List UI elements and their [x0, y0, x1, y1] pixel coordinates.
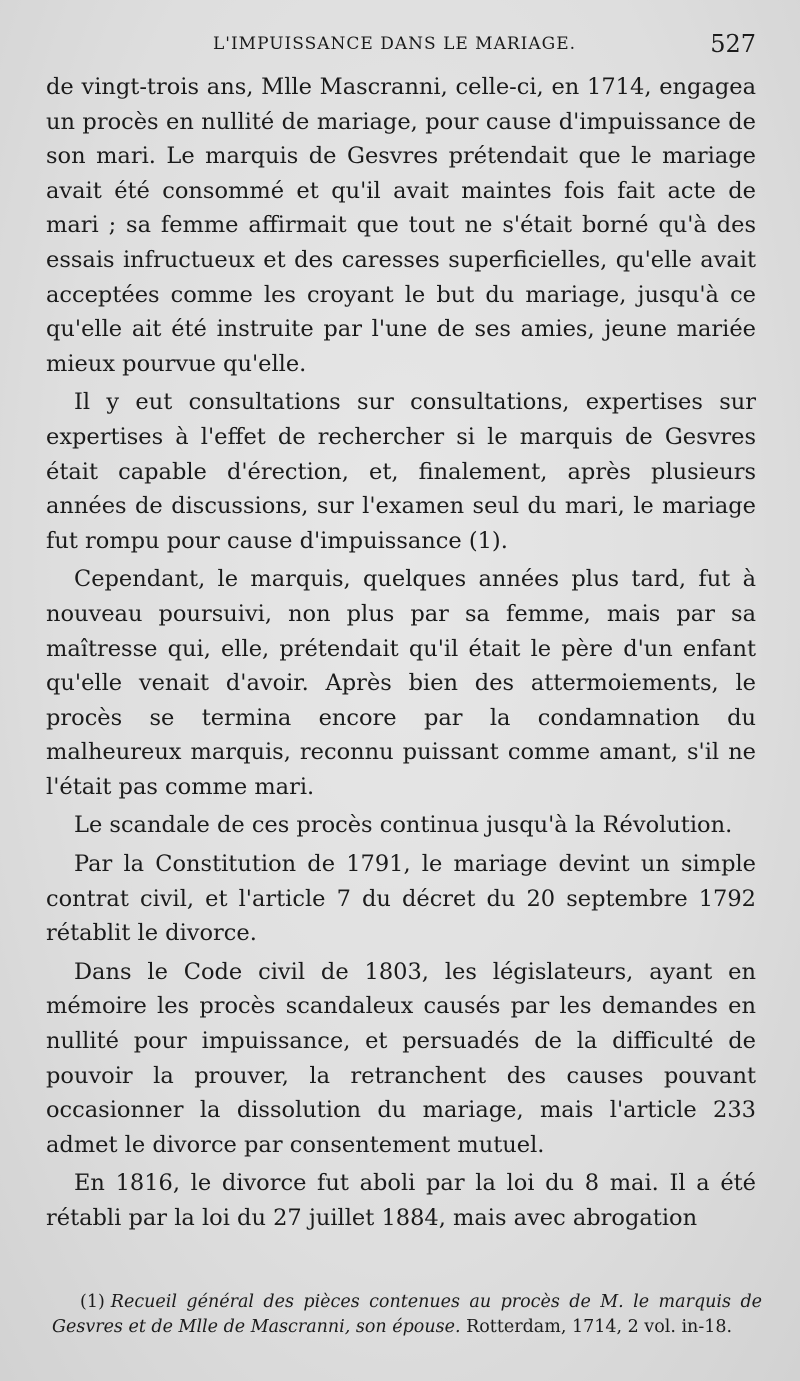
paragraph-4: Le scandale de ces procès continua jusqu'à la Révolution.	[74, 812, 733, 839]
running-title: L'IMPUISSANCE DANS LE MARIAGE.	[213, 34, 577, 54]
paragraph-5: Par la Constitution de 1791, le mariage devint un simple contrat civil, et l'article 7 du décret du 20 septembre 1792 rétablit le divorce.	[46, 851, 756, 947]
paragraph-7: En 1816, le divorce fut aboli par la loi du 8 mai. Il a été rétabli par la loi du 27 juillet 1884, mais avec abrogation	[46, 1170, 756, 1231]
paragraph-2: Il y eut consultations sur consultations, expertises sur expertises à l'effet de rechercher si le marquis de Gesvres était capable d'érection, et, finalement, après plusieurs années de discussions, sur l'examen seul du mari, le mariage fut rompu pour cause d'impuissance (1).	[46, 389, 756, 554]
paragraph-6: Dans le Code civil de 1803, les législateurs, ayant en mémoire les procès scandaleux causés par les demandes en nullité pour impuissance, et persuadés de la difficulté de pouvoir la prouver, la retranchent des causes pouvant occasionner la dissolution du mariage, mais l'article 233 admet le divorce par consentement mutuel.	[46, 958, 756, 1158]
page-header	[48, 30, 756, 64]
footnote-publication: Rotterdam, 1714, 2 vol. in-18.	[466, 1317, 733, 1337]
footnote-title: Recueil général des pièces contenues au procès de M. le marquis de Gesvres et de Mlle de Mascranni, son épouse.	[52, 1292, 762, 1337]
paragraph-3: Cependant, le marquis, quelques années plus tard, fut à nouveau poursuivi, non plus par sa femme, mais par sa maîtresse qui, elle, prétendait qu'il était le père d'un enfant qu'elle venait d'avoir. Après bien des attermoiements, le procès se termina encore par la condamnation du malheureux marquis, reconnu puissant comme amant, s'il ne l'était pas comme mari.	[46, 566, 756, 800]
paragraph-1: de vingt-trois ans, Mlle Mascranni, celle-ci, en 1714, engagea un procès en nullité de mariage, pour cause d'impuissance de son mari. Le marquis de Gesvres prétendait que le mariage avait été consommé et qu'il avait maintes fois fait acte de mari ; sa femme affirmait que tout ne s'était borné qu'à des essais infructueux et des caresses superficielles, qu'elle avait acceptées comme les croyant le but du mariage, jusqu'à ce qu'elle ait été instruite par l'une de ses amies, jeune mariée mieux pourvue qu'elle.	[46, 74, 756, 377]
body-text	[46, 70, 756, 1240]
footnote	[52, 1290, 762, 1340]
footnote-mark: (1)	[80, 1292, 105, 1312]
page-number: 527	[710, 30, 756, 58]
